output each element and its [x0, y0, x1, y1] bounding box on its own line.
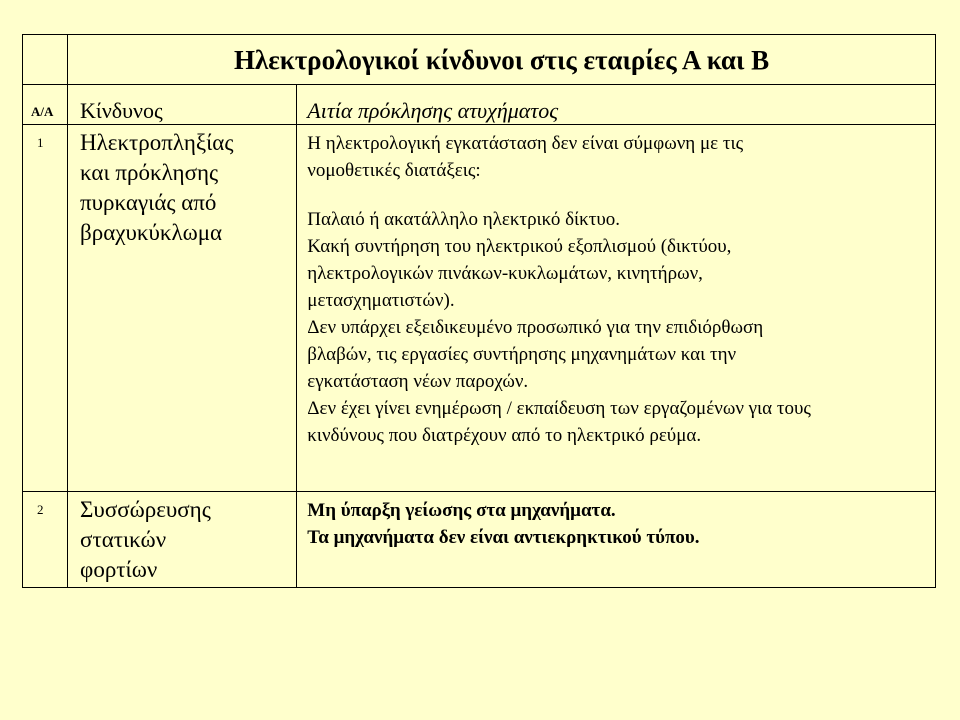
cause-text: Δεν υπάρχει εξειδικευμένο προσωπικό για την επιδιόρθωση — [307, 317, 764, 338]
title-row — [23, 35, 936, 85]
title-spacer-cell — [23, 35, 68, 85]
cause-text: Παλαιό ή ακατάλληλο ηλεκτρικό δίκτυο. — [307, 209, 621, 230]
cause-intro-text: νομοθετικές διατάξεις: — [307, 160, 481, 181]
cause-text: βλαβών, τις εργασίες συντήρησης μηχανημάτων και την — [307, 344, 737, 365]
cause-text: Τα μηχανήματα δεν είναι αντιεκρηκτικού τύπου. — [307, 527, 700, 548]
cause-cell — [297, 125, 936, 492]
cause-intro-text: Η ηλεκτρολογική εγκατάσταση δεν είναι σύμφωνη με τις — [307, 133, 744, 154]
cause-cell — [297, 492, 936, 588]
cause-text: εγκατάσταση νέων παροχών. — [307, 371, 529, 392]
header-number: Α/Α — [23, 85, 68, 125]
header-hazard: Κίνδυνος — [68, 85, 297, 125]
header-cause: Αιτία πρόκλησης ατυχήματος — [297, 85, 936, 125]
hazard-text: φορτίων — [80, 557, 158, 582]
hazard-cell — [68, 492, 297, 588]
hazard-text: στατικών — [80, 527, 167, 552]
cause-text: Δεν έχει γίνει ενημέρωση / εκπαίδευση των εργαζομένων για τους — [307, 398, 811, 419]
paragraph-gap — [307, 184, 935, 206]
cause-text: Μη ύπαρξη γείωσης στα μηχανήματα. — [307, 500, 616, 521]
hazard-text: Ηλεκτροπληξίας — [80, 130, 234, 155]
row-number: 1 — [23, 125, 68, 492]
hazard-cell — [68, 125, 297, 492]
header-row — [23, 85, 936, 125]
cause-text: Κακή συντήρηση του ηλεκτρικού εξοπλισμού (δικτύου, — [307, 236, 732, 257]
hazard-text: πυρκαγιάς από — [80, 190, 217, 215]
table-title: Ηλεκτρολογικοί κίνδυνοι στις εταιρίες Α και Β — [68, 35, 936, 85]
hazard-text: και πρόκλησης — [80, 160, 219, 185]
cause-text: μετασχηματιστών). — [307, 290, 455, 311]
cause-text: ηλεκτρολογικών πινάκων-κυκλωμάτων, κινητήρων, — [307, 263, 703, 284]
table-row — [23, 492, 936, 588]
hazard-text: Συσσώρευσης — [80, 497, 211, 522]
row-number: 2 — [23, 492, 68, 588]
hazards-table — [22, 34, 936, 588]
hazard-text: βραχυκύκλωμα — [80, 220, 223, 245]
table-row — [23, 125, 936, 492]
cause-text: κινδύνους που διατρέχουν από το ηλεκτρικό ρεύμα. — [307, 425, 702, 446]
